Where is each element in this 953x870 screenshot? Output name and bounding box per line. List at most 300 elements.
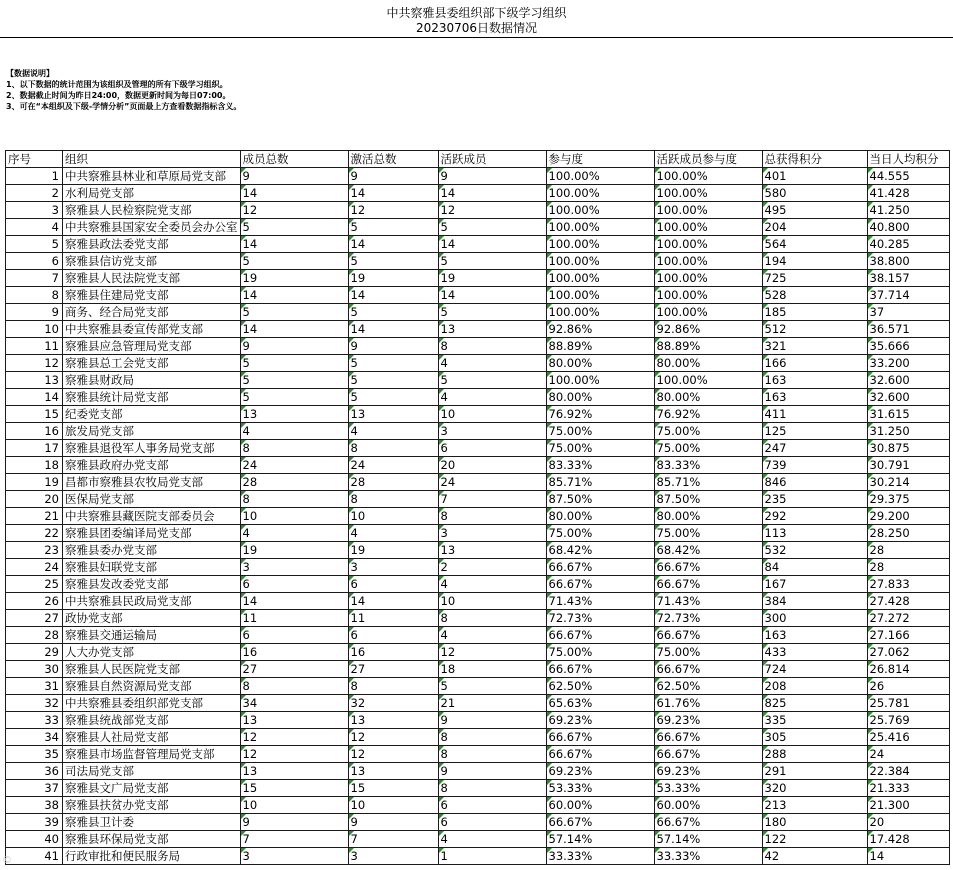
cell-total-points[interactable]: 113 — [762, 525, 867, 542]
cell-active-participation[interactable]: 53.33% — [654, 780, 762, 797]
cell-participation[interactable]: 85.71% — [546, 474, 654, 491]
cell-total-points[interactable]: 564 — [762, 236, 867, 253]
cell-org[interactable]: 察雅县市场监督管理局党支部 — [63, 746, 241, 763]
cell-participation[interactable]: 60.00% — [546, 797, 654, 814]
cell-active[interactable]: 5 — [438, 372, 546, 389]
cell-org[interactable]: 司法局党支部 — [63, 763, 241, 780]
cell-avg-points[interactable]: 27.272 — [867, 610, 949, 627]
cell-org[interactable]: 中共察雅县国家安全委员会办公室 — [63, 219, 241, 236]
cell-org[interactable]: 察雅县信访党支部 — [63, 253, 241, 270]
cell-activated[interactable]: 27 — [348, 661, 438, 678]
cell-active[interactable]: 18 — [438, 661, 546, 678]
cell-active-participation[interactable]: 75.00% — [654, 644, 762, 661]
cell-active-participation[interactable]: 80.00% — [654, 508, 762, 525]
cell-activated[interactable]: 5 — [348, 304, 438, 321]
cell-active-participation[interactable]: 75.00% — [654, 440, 762, 457]
cell-index[interactable]: 41 — [6, 848, 63, 865]
cell-participation[interactable]: 80.00% — [546, 389, 654, 406]
cell-avg-points[interactable]: 37 — [867, 304, 949, 321]
cell-active-participation[interactable]: 100.00% — [654, 372, 762, 389]
cell-active-participation[interactable]: 100.00% — [654, 253, 762, 270]
cell-avg-points[interactable]: 21.333 — [867, 780, 949, 797]
cell-total-points[interactable]: 305 — [762, 729, 867, 746]
cell-org[interactable]: 察雅县应急管理局党支部 — [63, 338, 241, 355]
cell-activated[interactable]: 3 — [348, 848, 438, 865]
cell-total-points[interactable]: 401 — [762, 168, 867, 185]
cell-index[interactable]: 34 — [6, 729, 63, 746]
cell-participation[interactable]: 33.33% — [546, 848, 654, 865]
cell-members[interactable]: 3 — [240, 559, 348, 576]
cell-activated[interactable]: 4 — [348, 525, 438, 542]
cell-active[interactable]: 8 — [438, 508, 546, 525]
cell-total-points[interactable]: 185 — [762, 304, 867, 321]
cell-active[interactable]: 5 — [438, 304, 546, 321]
cell-total-points[interactable]: 167 — [762, 576, 867, 593]
cell-participation[interactable]: 88.89% — [546, 338, 654, 355]
cell-index[interactable]: 9 — [6, 304, 63, 321]
cell-participation[interactable]: 57.14% — [546, 831, 654, 848]
cell-avg-points[interactable]: 24 — [867, 746, 949, 763]
cell-index[interactable]: 40 — [6, 831, 63, 848]
cell-activated[interactable]: 5 — [348, 253, 438, 270]
cell-index[interactable]: 10 — [6, 321, 63, 338]
cell-participation[interactable]: 66.67% — [546, 814, 654, 831]
cell-members[interactable]: 12 — [240, 746, 348, 763]
cell-members[interactable]: 13 — [240, 763, 348, 780]
cell-activated[interactable]: 24 — [348, 457, 438, 474]
cell-index[interactable]: 2 — [6, 185, 63, 202]
cell-org[interactable]: 察雅县财政局 — [63, 372, 241, 389]
cell-members[interactable]: 4 — [240, 525, 348, 542]
cell-active-participation[interactable]: 100.00% — [654, 185, 762, 202]
col-header-participation[interactable]: 参与度 — [546, 151, 654, 168]
cell-activated[interactable]: 9 — [348, 338, 438, 355]
cell-participation[interactable]: 87.50% — [546, 491, 654, 508]
cell-avg-points[interactable]: 29.375 — [867, 491, 949, 508]
cell-members[interactable]: 9 — [240, 168, 348, 185]
cell-active-participation[interactable]: 83.33% — [654, 457, 762, 474]
cell-org[interactable]: 行政审批和便民服务局 — [63, 848, 241, 865]
cell-total-points[interactable]: 433 — [762, 644, 867, 661]
cell-participation[interactable]: 100.00% — [546, 219, 654, 236]
cell-org[interactable]: 察雅县总工会党支部 — [63, 355, 241, 372]
cell-participation[interactable]: 100.00% — [546, 236, 654, 253]
cell-index[interactable]: 5 — [6, 236, 63, 253]
cell-index[interactable]: 25 — [6, 576, 63, 593]
cell-participation[interactable]: 66.67% — [546, 729, 654, 746]
cell-active-participation[interactable]: 100.00% — [654, 304, 762, 321]
cell-total-points[interactable]: 288 — [762, 746, 867, 763]
cell-total-points[interactable]: 725 — [762, 270, 867, 287]
col-header-activated[interactable]: 激活总数 — [348, 151, 438, 168]
cell-index[interactable]: 31 — [6, 678, 63, 695]
cell-total-points[interactable]: 163 — [762, 389, 867, 406]
cell-activated[interactable]: 14 — [348, 185, 438, 202]
cell-avg-points[interactable]: 21.300 — [867, 797, 949, 814]
cell-activated[interactable]: 8 — [348, 440, 438, 457]
cell-avg-points[interactable]: 27.833 — [867, 576, 949, 593]
cell-org[interactable]: 政协党支部 — [63, 610, 241, 627]
cell-activated[interactable]: 12 — [348, 202, 438, 219]
cell-active[interactable]: 5 — [438, 219, 546, 236]
col-header-active[interactable]: 活跃成员 — [438, 151, 546, 168]
cell-active-participation[interactable]: 80.00% — [654, 355, 762, 372]
cell-active[interactable]: 10 — [438, 406, 546, 423]
cell-active-participation[interactable]: 100.00% — [654, 287, 762, 304]
cell-members[interactable]: 7 — [240, 831, 348, 848]
cell-active-participation[interactable]: 66.67% — [654, 559, 762, 576]
cell-active[interactable]: 13 — [438, 321, 546, 338]
cell-total-points[interactable]: 495 — [762, 202, 867, 219]
cell-org[interactable]: 察雅县卫计委 — [63, 814, 241, 831]
cell-total-points[interactable]: 384 — [762, 593, 867, 610]
cell-members[interactable]: 13 — [240, 406, 348, 423]
cell-activated[interactable]: 5 — [348, 389, 438, 406]
cell-participation[interactable]: 62.50% — [546, 678, 654, 695]
cell-total-points[interactable]: 335 — [762, 712, 867, 729]
cell-active[interactable]: 13 — [438, 542, 546, 559]
cell-index[interactable]: 23 — [6, 542, 63, 559]
cell-active[interactable]: 12 — [438, 644, 546, 661]
cell-org[interactable]: 察雅县住建局党支部 — [63, 287, 241, 304]
cell-members[interactable]: 15 — [240, 780, 348, 797]
cell-org[interactable]: 察雅县交通运输局 — [63, 627, 241, 644]
cell-active-participation[interactable]: 66.67% — [654, 576, 762, 593]
cell-total-points[interactable]: 291 — [762, 763, 867, 780]
cell-total-points[interactable]: 84 — [762, 559, 867, 576]
cell-org[interactable]: 察雅县退役军人事务局党支部 — [63, 440, 241, 457]
cell-avg-points[interactable]: 37.714 — [867, 287, 949, 304]
cell-org[interactable]: 察雅县统战部党支部 — [63, 712, 241, 729]
cell-active-participation[interactable]: 100.00% — [654, 202, 762, 219]
cell-active[interactable]: 21 — [438, 695, 546, 712]
cell-active[interactable]: 8 — [438, 338, 546, 355]
cell-org[interactable]: 中共察雅县委宣传部党支部 — [63, 321, 241, 338]
cell-total-points[interactable]: 247 — [762, 440, 867, 457]
cell-active[interactable]: 8 — [438, 610, 546, 627]
cell-participation[interactable]: 100.00% — [546, 372, 654, 389]
cell-members[interactable]: 8 — [240, 678, 348, 695]
cell-members[interactable]: 5 — [240, 304, 348, 321]
cell-index[interactable]: 20 — [6, 491, 63, 508]
cell-total-points[interactable]: 739 — [762, 457, 867, 474]
cell-index[interactable]: 27 — [6, 610, 63, 627]
cell-index[interactable]: 12 — [6, 355, 63, 372]
cell-avg-points[interactable]: 27.166 — [867, 627, 949, 644]
cell-total-points[interactable]: 411 — [762, 406, 867, 423]
cell-avg-points[interactable]: 32.600 — [867, 372, 949, 389]
cell-activated[interactable]: 28 — [348, 474, 438, 491]
cell-active[interactable]: 4 — [438, 389, 546, 406]
cell-activated[interactable]: 4 — [348, 423, 438, 440]
cell-total-points[interactable]: 532 — [762, 542, 867, 559]
cell-activated[interactable]: 13 — [348, 763, 438, 780]
cell-members[interactable]: 3 — [240, 848, 348, 865]
cell-activated[interactable]: 9 — [348, 814, 438, 831]
cell-active-participation[interactable]: 60.00% — [654, 797, 762, 814]
cell-activated[interactable]: 10 — [348, 797, 438, 814]
cell-avg-points[interactable]: 31.615 — [867, 406, 949, 423]
cell-active[interactable]: 5 — [438, 678, 546, 695]
cell-active[interactable]: 14 — [438, 185, 546, 202]
cell-active-participation[interactable]: 69.23% — [654, 712, 762, 729]
cell-total-points[interactable]: 320 — [762, 780, 867, 797]
cell-org[interactable]: 察雅县政法委党支部 — [63, 236, 241, 253]
cell-participation[interactable]: 66.67% — [546, 661, 654, 678]
cell-participation[interactable]: 75.00% — [546, 644, 654, 661]
cell-total-points[interactable]: 528 — [762, 287, 867, 304]
cell-participation[interactable]: 80.00% — [546, 355, 654, 372]
cell-activated[interactable]: 19 — [348, 270, 438, 287]
cell-active[interactable]: 9 — [438, 168, 546, 185]
cell-active-participation[interactable]: 85.71% — [654, 474, 762, 491]
cell-index[interactable]: 7 — [6, 270, 63, 287]
cell-total-points[interactable]: 208 — [762, 678, 867, 695]
cell-org[interactable]: 察雅县政府办党支部 — [63, 457, 241, 474]
cell-avg-points[interactable]: 35.666 — [867, 338, 949, 355]
cell-active-participation[interactable]: 33.33% — [654, 848, 762, 865]
cell-participation[interactable]: 100.00% — [546, 304, 654, 321]
cell-members[interactable]: 34 — [240, 695, 348, 712]
cell-activated[interactable]: 8 — [348, 678, 438, 695]
cell-active-participation[interactable]: 87.50% — [654, 491, 762, 508]
cell-org[interactable]: 察雅县人民法院党支部 — [63, 270, 241, 287]
cell-org[interactable]: 中共察雅县委组织部党支部 — [63, 695, 241, 712]
cell-avg-points[interactable]: 36.571 — [867, 321, 949, 338]
cell-org[interactable]: 旅发局党支部 — [63, 423, 241, 440]
cell-index[interactable]: 1 — [6, 168, 63, 185]
cell-members[interactable]: 11 — [240, 610, 348, 627]
cell-members[interactable]: 24 — [240, 457, 348, 474]
cell-total-points[interactable]: 166 — [762, 355, 867, 372]
cell-activated[interactable]: 9 — [348, 168, 438, 185]
cell-active-participation[interactable]: 57.14% — [654, 831, 762, 848]
cell-activated[interactable]: 5 — [348, 355, 438, 372]
cell-active-participation[interactable]: 92.86% — [654, 321, 762, 338]
cell-active[interactable]: 9 — [438, 712, 546, 729]
cell-total-points[interactable]: 512 — [762, 321, 867, 338]
cell-index[interactable]: 30 — [6, 661, 63, 678]
cell-index[interactable]: 13 — [6, 372, 63, 389]
cell-avg-points[interactable]: 40.800 — [867, 219, 949, 236]
cell-active-participation[interactable]: 66.67% — [654, 729, 762, 746]
cell-org[interactable]: 中共察雅县藏医院支部委员会 — [63, 508, 241, 525]
cell-avg-points[interactable]: 30.791 — [867, 457, 949, 474]
cell-members[interactable]: 12 — [240, 729, 348, 746]
cell-index[interactable]: 3 — [6, 202, 63, 219]
cell-activated[interactable]: 13 — [348, 406, 438, 423]
cell-active[interactable]: 1 — [438, 848, 546, 865]
cell-activated[interactable]: 3 — [348, 559, 438, 576]
cell-activated[interactable]: 11 — [348, 610, 438, 627]
cell-org[interactable]: 中共察雅县林业和草原局党支部 — [63, 168, 241, 185]
cell-avg-points[interactable]: 26.814 — [867, 661, 949, 678]
cell-avg-points[interactable]: 31.250 — [867, 423, 949, 440]
cell-activated[interactable]: 5 — [348, 372, 438, 389]
cell-members[interactable]: 5 — [240, 219, 348, 236]
cell-members[interactable]: 14 — [240, 236, 348, 253]
cell-org[interactable]: 察雅县自然资源局党支部 — [63, 678, 241, 695]
cell-total-points[interactable]: 300 — [762, 610, 867, 627]
cell-index[interactable]: 18 — [6, 457, 63, 474]
cell-members[interactable]: 14 — [240, 287, 348, 304]
cell-members[interactable]: 13 — [240, 712, 348, 729]
cell-avg-points[interactable]: 41.428 — [867, 185, 949, 202]
cell-participation[interactable]: 92.86% — [546, 321, 654, 338]
cell-active[interactable]: 4 — [438, 355, 546, 372]
cell-activated[interactable]: 14 — [348, 593, 438, 610]
cell-activated[interactable]: 8 — [348, 491, 438, 508]
col-header-org[interactable]: 组织 — [63, 151, 241, 168]
cell-total-points[interactable]: 292 — [762, 508, 867, 525]
cell-avg-points[interactable]: 30.875 — [867, 440, 949, 457]
cell-active[interactable]: 3 — [438, 525, 546, 542]
cell-org[interactable]: 察雅县统计局党支部 — [63, 389, 241, 406]
cell-index[interactable]: 6 — [6, 253, 63, 270]
cell-members[interactable]: 5 — [240, 253, 348, 270]
cell-avg-points[interactable]: 25.769 — [867, 712, 949, 729]
cell-active[interactable]: 12 — [438, 202, 546, 219]
cell-participation[interactable]: 66.67% — [546, 627, 654, 644]
cell-org[interactable]: 察雅县文广局党支部 — [63, 780, 241, 797]
cell-active[interactable]: 6 — [438, 814, 546, 831]
cell-members[interactable]: 5 — [240, 355, 348, 372]
cell-activated[interactable]: 13 — [348, 712, 438, 729]
cell-members[interactable]: 27 — [240, 661, 348, 678]
cell-members[interactable]: 10 — [240, 508, 348, 525]
cell-total-points[interactable]: 213 — [762, 797, 867, 814]
cell-active-participation[interactable]: 66.67% — [654, 746, 762, 763]
cell-avg-points[interactable]: 33.200 — [867, 355, 949, 372]
cell-activated[interactable]: 16 — [348, 644, 438, 661]
cell-active-participation[interactable]: 100.00% — [654, 219, 762, 236]
cell-active[interactable]: 14 — [438, 236, 546, 253]
cell-index[interactable]: 38 — [6, 797, 63, 814]
cell-index[interactable]: 37 — [6, 780, 63, 797]
cell-activated[interactable]: 19 — [348, 542, 438, 559]
cell-active[interactable]: 4 — [438, 576, 546, 593]
cell-activated[interactable]: 15 — [348, 780, 438, 797]
cell-active-participation[interactable]: 100.00% — [654, 168, 762, 185]
cell-org[interactable]: 察雅县委办党支部 — [63, 542, 241, 559]
cell-members[interactable]: 5 — [240, 389, 348, 406]
cell-org[interactable]: 人大办党支部 — [63, 644, 241, 661]
cell-participation[interactable]: 71.43% — [546, 593, 654, 610]
cell-avg-points[interactable]: 32.600 — [867, 389, 949, 406]
cell-members[interactable]: 14 — [240, 321, 348, 338]
cell-active[interactable]: 19 — [438, 270, 546, 287]
cell-index[interactable]: 39 — [6, 814, 63, 831]
cell-members[interactable]: 19 — [240, 270, 348, 287]
cell-active-participation[interactable]: 66.67% — [654, 661, 762, 678]
cell-avg-points[interactable]: 26 — [867, 678, 949, 695]
cell-active[interactable]: 4 — [438, 627, 546, 644]
cell-org[interactable]: 纪委党支部 — [63, 406, 241, 423]
cell-avg-points[interactable]: 41.250 — [867, 202, 949, 219]
cell-total-points[interactable]: 163 — [762, 627, 867, 644]
cell-members[interactable]: 4 — [240, 423, 348, 440]
cell-active[interactable]: 6 — [438, 797, 546, 814]
cell-index[interactable]: 19 — [6, 474, 63, 491]
cell-org[interactable]: 昌都市察雅县农牧局党支部 — [63, 474, 241, 491]
cell-avg-points[interactable]: 25.416 — [867, 729, 949, 746]
cell-active-participation[interactable]: 88.89% — [654, 338, 762, 355]
cell-members[interactable]: 14 — [240, 593, 348, 610]
cell-participation[interactable]: 100.00% — [546, 287, 654, 304]
cell-index[interactable]: 29 — [6, 644, 63, 661]
cell-index[interactable]: 32 — [6, 695, 63, 712]
cell-active-participation[interactable]: 75.00% — [654, 525, 762, 542]
cell-avg-points[interactable]: 40.285 — [867, 236, 949, 253]
cell-active[interactable]: 8 — [438, 729, 546, 746]
cell-avg-points[interactable]: 14 — [867, 848, 949, 865]
cell-activated[interactable]: 7 — [348, 831, 438, 848]
cell-members[interactable]: 16 — [240, 644, 348, 661]
cell-members[interactable]: 9 — [240, 338, 348, 355]
cell-participation[interactable]: 66.67% — [546, 559, 654, 576]
cell-active-participation[interactable]: 100.00% — [654, 270, 762, 287]
cell-avg-points[interactable]: 28 — [867, 559, 949, 576]
cell-members[interactable]: 10 — [240, 797, 348, 814]
cell-participation[interactable]: 75.00% — [546, 440, 654, 457]
cell-active-participation[interactable]: 75.00% — [654, 423, 762, 440]
cell-members[interactable]: 6 — [240, 627, 348, 644]
cell-total-points[interactable]: 321 — [762, 338, 867, 355]
cell-active[interactable]: 14 — [438, 287, 546, 304]
cell-org[interactable]: 察雅县环保局党支部 — [63, 831, 241, 848]
cell-total-points[interactable]: 125 — [762, 423, 867, 440]
cell-index[interactable]: 35 — [6, 746, 63, 763]
col-header-active-participation[interactable]: 活跃成员参与度 — [654, 151, 762, 168]
cell-activated[interactable]: 14 — [348, 287, 438, 304]
cell-org[interactable]: 中共察雅县民政局党支部 — [63, 593, 241, 610]
col-header-total-points[interactable]: 总获得积分 — [762, 151, 867, 168]
cell-active[interactable]: 20 — [438, 457, 546, 474]
cell-org[interactable]: 察雅县人民医院党支部 — [63, 661, 241, 678]
cell-members[interactable]: 28 — [240, 474, 348, 491]
cell-total-points[interactable]: 163 — [762, 372, 867, 389]
cell-total-points[interactable]: 825 — [762, 695, 867, 712]
cell-active[interactable]: 10 — [438, 593, 546, 610]
cell-members[interactable]: 6 — [240, 576, 348, 593]
cell-active[interactable]: 24 — [438, 474, 546, 491]
cell-active-participation[interactable]: 72.73% — [654, 610, 762, 627]
cell-participation[interactable]: 75.00% — [546, 525, 654, 542]
cell-total-points[interactable]: 180 — [762, 814, 867, 831]
cell-active-participation[interactable]: 62.50% — [654, 678, 762, 695]
cell-avg-points[interactable]: 17.428 — [867, 831, 949, 848]
cell-participation[interactable]: 69.23% — [546, 763, 654, 780]
cell-index[interactable]: 8 — [6, 287, 63, 304]
cell-activated[interactable]: 6 — [348, 627, 438, 644]
cell-members[interactable]: 19 — [240, 542, 348, 559]
cell-index[interactable]: 14 — [6, 389, 63, 406]
cell-participation[interactable]: 100.00% — [546, 270, 654, 287]
col-header-index[interactable]: 序号 — [6, 151, 63, 168]
cell-avg-points[interactable]: 29.200 — [867, 508, 949, 525]
cell-active-participation[interactable]: 69.23% — [654, 763, 762, 780]
cell-activated[interactable]: 6 — [348, 576, 438, 593]
cell-members[interactable]: 9 — [240, 814, 348, 831]
cell-active[interactable]: 7 — [438, 491, 546, 508]
cell-participation[interactable]: 75.00% — [546, 423, 654, 440]
cell-participation[interactable]: 68.42% — [546, 542, 654, 559]
cell-participation[interactable]: 65.63% — [546, 695, 654, 712]
cell-participation[interactable]: 100.00% — [546, 185, 654, 202]
cell-active-participation[interactable]: 80.00% — [654, 389, 762, 406]
cell-participation[interactable]: 66.67% — [546, 746, 654, 763]
cell-org[interactable]: 察雅县团委编译局党支部 — [63, 525, 241, 542]
